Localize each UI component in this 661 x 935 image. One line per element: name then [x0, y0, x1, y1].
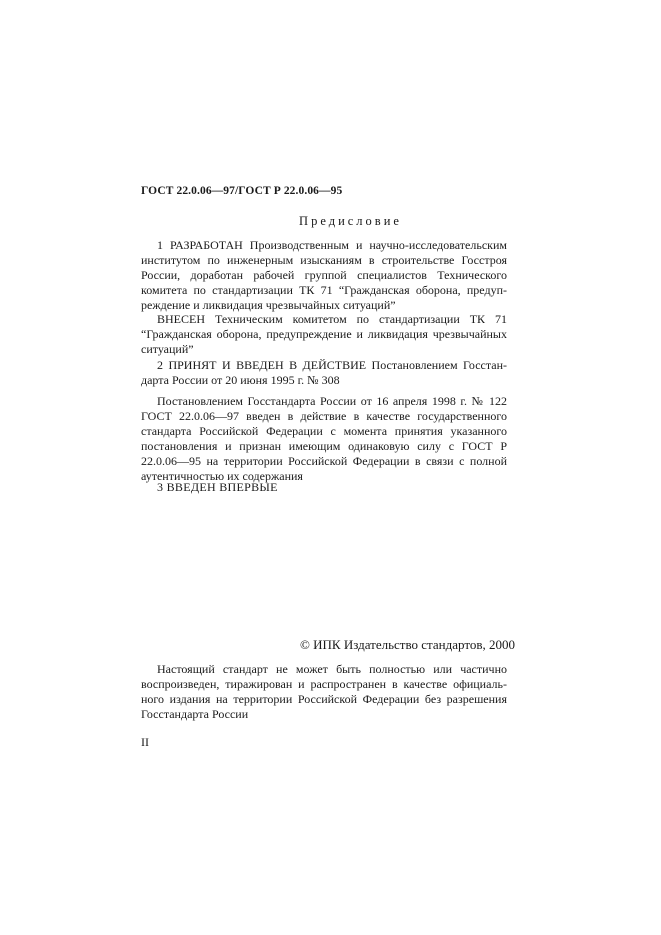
text-line: 22.0.06—95 на территории Российской Федерации в связи с полной: [141, 454, 507, 468]
paragraph-resolution: [141, 394, 507, 484]
page-number: II: [141, 735, 149, 749]
text-line: Госстандарта России: [141, 707, 249, 721]
text-line: аутентичностью их содержания: [141, 469, 303, 483]
text-line: Настоящий стандарт не может быть полностью или частично: [157, 662, 507, 676]
document-header: ГОСТ 22.0.06—97/ГОСТ Р 22.0.06—95: [141, 185, 343, 197]
paragraph-adopted: [141, 358, 507, 388]
text-line: 1 РАЗРАБОТАН Производственным и научно-исследовательским: [157, 238, 507, 252]
paragraph-first-introduced: [141, 480, 507, 495]
text-line: воспроизведен, тиражирован и распространен в качестве официаль-: [141, 677, 507, 691]
text-line: 2 ПРИНЯТ И ВВЕДЕН В ДЕЙСТВИЕ Постановлением Госстан-: [157, 358, 507, 372]
copyright-line: © ИПК Издательство стандартов, 2000: [300, 637, 515, 652]
text-line: стандарта Российской Федерации с момента принятия указанного: [141, 424, 507, 438]
text-line: комитета по стандартизации ТК 71 “Гражданская оборона, предуп-: [141, 283, 507, 297]
text-line: ситуаций”: [141, 342, 194, 356]
paragraph-developed-by: [141, 238, 507, 313]
text-line: постановления и признан имеющим одинаковую силу с ГОСТ Р: [141, 439, 507, 453]
reproduction-notice: [141, 662, 507, 722]
text-line: дарта России от 20 июня 1995 г. № 308: [141, 373, 340, 387]
text-line: ного издания на территории Российской Федерации без разрешения: [141, 692, 507, 706]
text-line: “Гражданская оборона, предупреждение и ликвидация чрезвычайных: [141, 327, 507, 341]
text-line: ГОСТ 22.0.06—97 введен в действие в качестве государственного: [141, 409, 507, 423]
text-line: институтом по инженерным изысканиям в строительстве Госстроя: [141, 253, 507, 267]
text-line: ВНЕСЕН Техническим комитетом по стандартизации ТК 71: [157, 312, 507, 326]
paragraph-introduced-by: [141, 312, 507, 357]
text-line: реждение и ликвидация чрезвычайных ситуаций”: [141, 298, 396, 312]
text-line: России, доработан рабочей группой специалистов Технического: [141, 268, 507, 282]
section-title: Предисловие: [299, 214, 402, 228]
text-line: 3 ВВЕДЕН ВПЕРВЫЕ: [157, 480, 278, 494]
text-line: Постановлением Госстандарта России от 16 апреля 1998 г. № 122: [157, 394, 507, 408]
